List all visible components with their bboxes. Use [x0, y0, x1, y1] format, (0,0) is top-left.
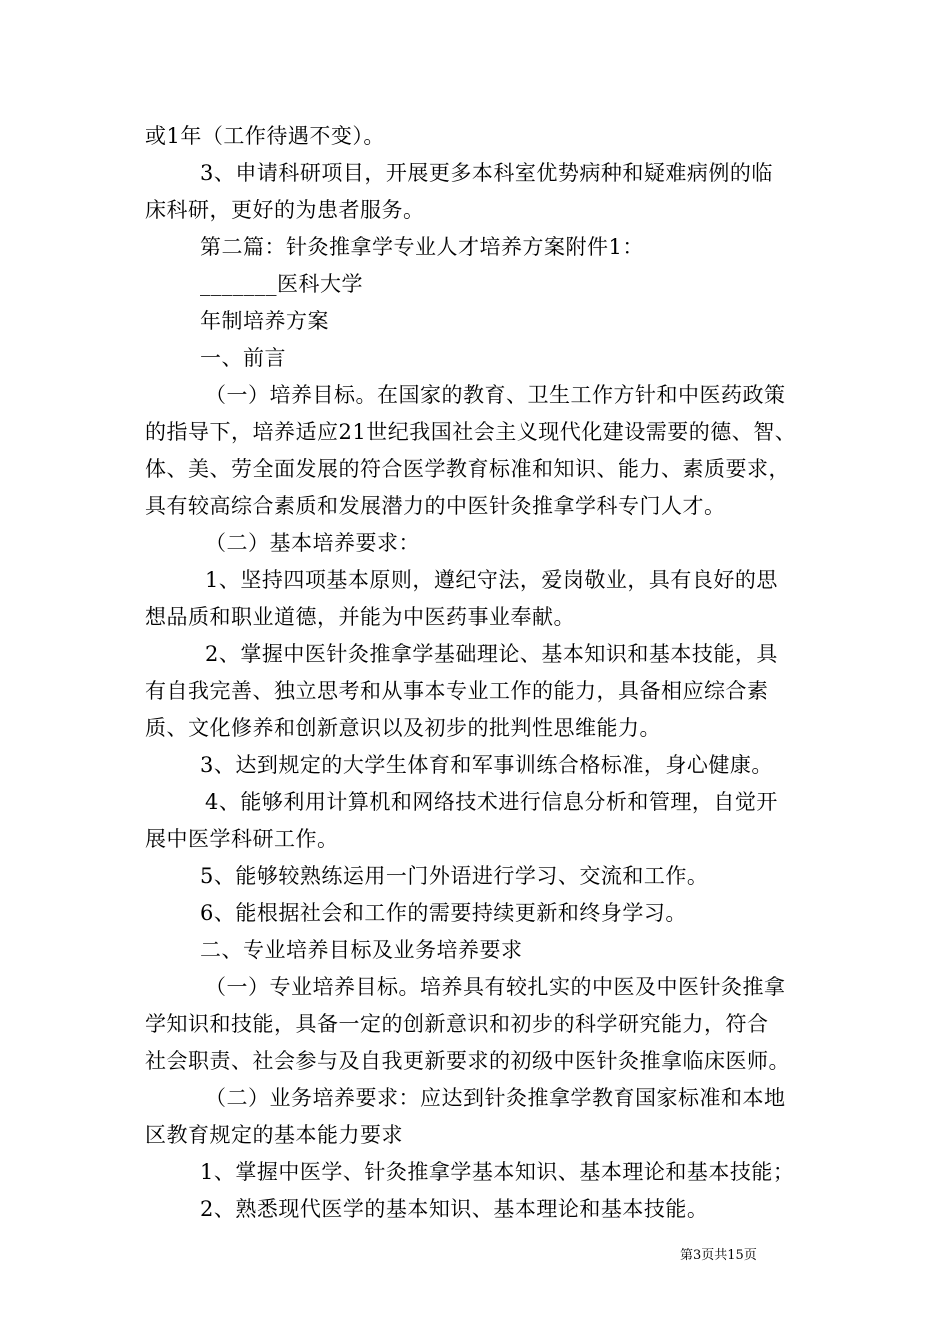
text-line: 具有较高综合素质和发展潜力的中医针灸推拿学科专门人才。	[145, 494, 726, 518]
text-line: _______医科大学	[200, 272, 363, 296]
text-line: 第二篇：针灸推拿学专业人才培养方案附件1：	[200, 235, 644, 259]
text-line: （一）培养目标。在国家的教育、卫生工作方针和中医药政策	[205, 383, 786, 407]
text-line: 或1年（工作待遇不变）。	[145, 124, 385, 148]
text-line: 社会职责、社会参与及自我更新要求的初级中医针灸推拿临床医师。	[145, 1049, 790, 1073]
text-line: 1、掌握中医学、针灸推拿学基本知识、基本理论和基本技能；	[200, 1160, 795, 1184]
text-line: 2、掌握中医针灸推拿学基础理论、基本知识和基本技能，具	[205, 642, 778, 666]
text-line: 2、熟悉现代医学的基本知识、基本理论和基本技能。	[200, 1197, 709, 1221]
text-line: 区教育规定的基本能力要求	[145, 1123, 403, 1147]
section-heading: 一、前言	[200, 346, 286, 370]
text-line: 想品质和职业道德，并能为中医药事业奉献。	[145, 605, 575, 629]
text-line: 1、坚持四项基本原则，遵纪守法，爱岗敬业，具有良好的思	[205, 568, 778, 592]
text-line: 学知识和技能，具备一定的创新意识和初步的科学研究能力，符合	[145, 1012, 769, 1036]
text-line: 体、美、劳全面发展的符合医学教育标准和知识、能力、素质要求，	[145, 457, 790, 481]
text-line: 5、能够较熟练运用一门外语进行学习、交流和工作。	[200, 864, 709, 888]
section-heading: 二、专业培养目标及业务培养要求	[200, 938, 523, 962]
text-line: （二）业务培养要求：应达到针灸推拿学教育国家标准和本地	[205, 1086, 786, 1110]
text-line: 年制培养方案	[200, 309, 329, 333]
text-line: 质、文化修养和创新意识以及初步的批判性思维能力。	[145, 716, 661, 740]
text-line: （一）专业培养目标。培养具有较扎实的中医及中医针灸推拿	[205, 975, 786, 999]
text-line: （二）基本培养要求：	[205, 531, 420, 555]
page-number-footer: 第3页共15页	[680, 1248, 757, 1263]
text-line: 床科研，更好的为患者服务。	[145, 198, 425, 222]
text-line: 3、达到规定的大学生体育和军事训练合格标准，身心健康。	[200, 753, 773, 777]
text-line: 3、申请科研项目，开展更多本科室优势病种和疑难病例的临	[200, 161, 773, 185]
text-line: 展中医学科研工作。	[145, 827, 339, 851]
text-line: 有自我完善、独立思考和从事本专业工作的能力，具备相应综合素	[145, 679, 769, 703]
text-line: 6、能根据社会和工作的需要持续更新和终身学习。	[200, 901, 687, 925]
text-line: 的指导下，培养适应21世纪我国社会主义现代化建设需要的德、智、	[145, 420, 797, 444]
text-line: 4、能够利用计算机和网络技术进行信息分析和管理，自觉开	[205, 790, 778, 814]
